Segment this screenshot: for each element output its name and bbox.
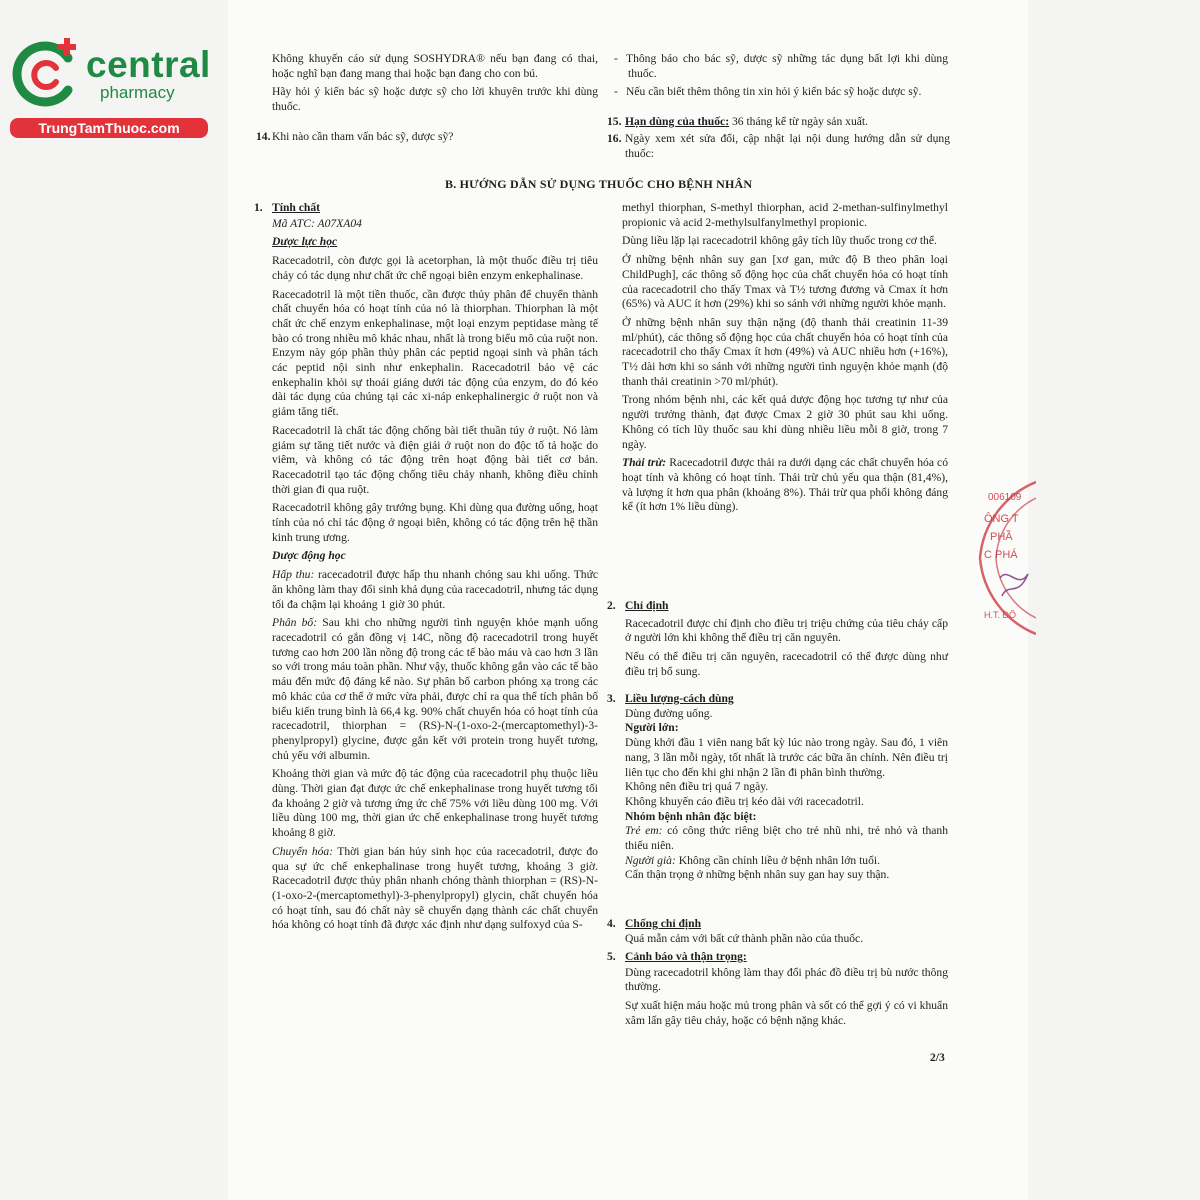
svg-text:C PHÁ: C PHÁ <box>984 549 1018 561</box>
svg-text:ÔNG T: ÔNG T <box>984 513 1019 525</box>
pediatric-paragraph: Trong nhóm bệnh nhi, các kết quả dược động học tương tự như của người trưởng thành, đạt được Cmax 2 giờ 30 phút sau khi uống. Không có tích lũy thuốc sau khi dùng nhiều liều mỗi 8 giờ, trong 7 ngày. <box>622 393 948 451</box>
indication-paragraph: Nếu có thể điều trị căn nguyên, racecadotril có thể được dùng như điều trị bổ sung. <box>625 650 948 678</box>
special-groups-title: Nhóm bệnh nhân đặc biệt: <box>625 809 757 823</box>
adult-duration: Không nên điều trị quá 7 ngày. <box>625 780 769 794</box>
adult-title: Người lớn: <box>625 721 679 735</box>
s2-title: Chỉ định <box>625 599 669 612</box>
s3-title: Liều lượng-cách dùng <box>625 692 734 705</box>
pd-paragraph: Racecadotril, còn được gọi là acetorphan, là một thuốc điều trị tiêu chảy có tác dụng như chất ức chế ngoại biên enzym enkephalinase. <box>272 254 598 282</box>
pharmacokinetics-title: Dược động học <box>272 549 346 563</box>
hepatic-paragraph: Ở những bệnh nhân suy gan [xơ gan, mức độ B theo phân loại ChildPugh], các thông số động học của chất chuyển hóa có hoạt tính của racecadotril cho thấy Tmax và T½ tương đương và Cmax ít hơn (65%) và AUC ít hơn (29%) khi so sánh với những người khỏe mạnh. <box>622 253 948 311</box>
renal-paragraph: Ở những bệnh nhân suy thận nặng (độ thanh thải creatinin 11-39 ml/phút), các thông số động học của chất chuyển hóa có hoạt tính của racecadotril cho thấy Cmax ít hơn (49%) và AUC nhiều hơn (+16%), T½ dài hơn khi so sánh với những người tình nguyện khỏe mạnh (độ thanh thải creatinin >70 ml/phút). <box>622 315 948 388</box>
company-stamp <box>978 478 1036 638</box>
route-text: Dùng đường uống. <box>625 706 713 720</box>
bullet-report-adverse: - Thông báo cho bác sỹ, dược sỹ những tác dụng bất lợi khi dùng thuốc. <box>614 52 948 80</box>
warning-paragraph: Sự xuất hiện máu hoặc mủ trong phân và sốt có thể gợi ý có vi khuẩn xâm lấn gây tiêu chảy, hoặc có bệnh nặng khác. <box>625 999 948 1027</box>
top-left-text <box>272 52 598 119</box>
page-number: 2/3 <box>930 1051 945 1064</box>
s1-number: 1. <box>254 201 263 214</box>
pregnancy-warning: Không khuyến cáo sử dụng SOSHYDRA® nếu bạn đang có thai, hoặc nghĩ bạn đang mang thai hoặc bạn đang cho con bú. <box>272 52 598 80</box>
warnings-section <box>625 950 948 1033</box>
svg-text:006109: 006109 <box>988 492 1022 503</box>
item-15 <box>625 115 950 130</box>
s2-number: 2. <box>607 599 616 612</box>
item-15-title: Hạn dùng của thuốc: <box>625 115 730 128</box>
duration-paragraph: Khoảng thời gian và mức độ tác động của racecadotril phụ thuộc liều dùng. Thời gian đạt được ức chế enkephalinase trong huyết tương tối đa khoảng 2 giờ và tương ứng ức chế 75% với liều dùng 100 mg. Với liều dùng 100 mg, thời gian ức chế enkephalinase trong huyết tương khoảng 8 giờ. <box>272 767 598 840</box>
metabolism-paragraph: Chuyển hóa: Thời gian bán hủy sinh học của racecadotril, được đo qua sự ức chế enkephalinase trong huyết tương, khoảng 3 giờ. Racecadotril được thủy phân nhanh chóng thành thiorphan = (RS)-N-(1-oxo-2-(mercaptomethyl)-3-phenylpropyl) glycin, chất chuyển hóa có hoạt tính, sau đó chất này sẽ chuyển dạng thành các chất chuyển hóa không có hoạt tính đã được xác định như dạng sulfoxyd của S- <box>272 844 598 932</box>
item-14-title: Khi nào cần tham vấn bác sỹ, dược sỹ? <box>272 130 454 143</box>
dosage-section <box>625 692 948 883</box>
logo-brand: central <box>86 44 211 85</box>
pd-paragraph: Racecadotril là chất tác động chống bài tiết thuần túy ở ruột. Nó làm giảm sự tăng tiết nước và điện giải ở ruột non do độc tố tả hoặc do viêm, và không có tác động trên hoạt động bài tiết cơ bản. Racecadotril tạo tác động chống tiêu chảy nhanh, không điều chỉnh thời gian đi qua ruột. <box>272 423 598 496</box>
pharmacodynamics-title: Dược lực học <box>272 235 338 249</box>
elderly-dosage: Người già: Không cần chỉnh liều ở bệnh nhân lớn tuổi. <box>625 853 881 867</box>
pd-paragraph: Racecadotril không gây trướng bụng. Khi dùng qua đường uống, hoạt tính của nó chỉ tác động ở ngoại biên, không có tác động trên hệ thần kinh trung ương. <box>272 501 598 544</box>
item-15-number: 15. <box>607 115 622 128</box>
s1-title: Tính chất <box>272 201 320 214</box>
ask-doctor-note: Hãy hỏi ý kiến bác sỹ hoặc dược sỹ cho lời khuyên trước khi dùng thuốc. <box>272 85 598 114</box>
indication-paragraph: Racecadotril được chỉ định cho điều trị triệu chứng của tiêu chảy cấp ở người lớn khi không thể điều trị căn nguyên. <box>625 616 948 645</box>
indications-section <box>625 599 948 684</box>
right-column <box>622 201 948 519</box>
item-16-title: Ngày xem xét sửa đổi, cập nhật lại nội dung hướng dẫn sử dụng thuốc: <box>625 132 950 160</box>
top-right-bullets <box>614 52 948 104</box>
metabolites-paragraph: methyl thiorphan, S-methyl thiorphan, acid 2-methan-sulfinylmethyl propionic và acid 2-methylsulfanylmethyl propionic. <box>622 201 948 229</box>
section-b-title: B. HƯỚNG DẪN SỬ DỤNG THUỐC CHO BỆNH NHÂN <box>445 177 753 191</box>
distribution-paragraph: Phân bố: Sau khi cho những người tình nguyện khỏe mạnh uống racecadotril có gắn đồng vị 14C, nồng độ racecadotril trong huyết tương cao hơn 200 lần nồng độ trong các tế bào máu và cao hơn 3 lần so với trong máu toàn phần. Như vậy, thuốc không gắn vào các tế bào máu đến mức độ đáng kể nào. Sự phân bố carbon phóng xạ trong các mô khác của cơ thể ở mức vừa phải, được chỉ ra qua thể tích phân bố biểu kiến trung bình là 66,4 kg. 90% chất chuyển hóa có hoạt tính của racecadotril, thiorphan = (RS)-N-(1-oxo-2-(mercaptomethyl)-3-phenylpropyl) glycine, được gắn kết với protein trong huyết tương, chủ yếu với albumin. <box>272 616 598 762</box>
s4-title: Chống chỉ định <box>625 917 702 930</box>
pd-paragraph: Racecadotril là một tiền thuốc, cần được thủy phân để chuyển thành chất chuyển hóa có hoạt tính của nó là thiorphan. Thiorphan là một chất ức chế enzym enkephalinase, một loại enzym peptidase màng tế bào có trong nhiều mô khác nhau, nhất là trong biểu mô của ruột non. Enzym này góp phần thủy phân các peptid ngoại sinh và phân tách các peptid nội sinh như enkephalin. Racecadotril bảo vệ các enkephalin khỏi sự thoái giáng dưới tác động của enzym, do đó kéo dài tác dụng của chúng tại các xi-náp enkephalinergic ở ruột non và giảm tăng tiết. <box>272 287 598 419</box>
pharmacy-logo <box>10 38 215 138</box>
children-dosage: Trẻ em: có công thức riêng biệt cho trẻ nhũ nhi, trẻ nhỏ và thanh thiếu niên. <box>625 824 948 853</box>
s3-number: 3. <box>607 692 616 705</box>
logo-site-link[interactable]: TrungTamThuoc.com <box>10 118 208 138</box>
bullet-more-info: - Nếu cần biết thêm thông tin xin hỏi ý kiến bác sỹ hoặc dược sỹ. <box>614 85 922 99</box>
atc-code: Mã ATC: A07XA04 <box>272 216 362 230</box>
adult-dosage: Dùng khởi đầu 1 viên nang bất kỳ lúc nào trong ngày. Sau đó, 1 viên nang, 3 lần mỗi ngày, tốt nhất là trước các bữa ăn chính. Nên điều trị liên tục cho đến khi ghi nhận 2 lần đi phân bình thường. <box>625 736 948 779</box>
warning-paragraph: Dùng racecadotril không làm thay đổi phác đồ điều trị bù nước thông thường. <box>625 965 948 994</box>
s4-number: 4. <box>607 917 616 930</box>
contraindications-section <box>625 917 948 946</box>
logo-sub: pharmacy <box>100 83 175 102</box>
repeat-dose-paragraph: Dùng liều lặp lại racecadotril không gây tích lũy thuốc trong cơ thể. <box>622 234 937 248</box>
hepatic-caution: Cẩn thận trọng ở những bệnh nhân suy gan hay suy thận. <box>625 868 890 882</box>
adult-prolonged: Không khuyến cáo điều trị kéo dài với racecadotril. <box>625 794 864 808</box>
central-pharmacy-logo-icon <box>10 38 82 110</box>
elimination-paragraph: Thải trừ: Racecadotril được thải ra dưới dạng các chất chuyển hóa có hoạt tính và không có hoạt tính. Thải trừ chủ yếu qua thận (81,4%), và lượng ít hơn qua phân (khoảng 8%). Thải trừ qua phổi không đáng kể (ít hơn 1% liều dùng). <box>622 456 948 514</box>
svg-text:H.T. ĐÔ: H.T. ĐÔ <box>984 610 1017 620</box>
svg-text:PHẦ: PHẦ <box>990 531 1013 543</box>
absorption-paragraph: Hấp thu: racecadotril được hấp thu nhanh chóng sau khi uống. Thức ăn không làm thay đổi sinh khả dụng của racecadotril, nhưng tác dụng tối đa chậm lại khoảng 1 giờ 30 phút. <box>272 568 599 611</box>
contraindication-text: Quá mẫn cảm với bất cứ thành phần nào của thuốc. <box>625 931 864 945</box>
item-16-number: 16. <box>607 132 622 145</box>
left-column <box>272 201 598 937</box>
stamp-seal-icon <box>978 478 1036 638</box>
s5-title: Cảnh báo và thận trọng: <box>625 950 747 963</box>
item-15-text: 36 tháng kể từ ngày sản xuất. <box>731 115 869 128</box>
item-14-number: 14. <box>256 130 271 143</box>
s5-number: 5. <box>607 950 616 963</box>
